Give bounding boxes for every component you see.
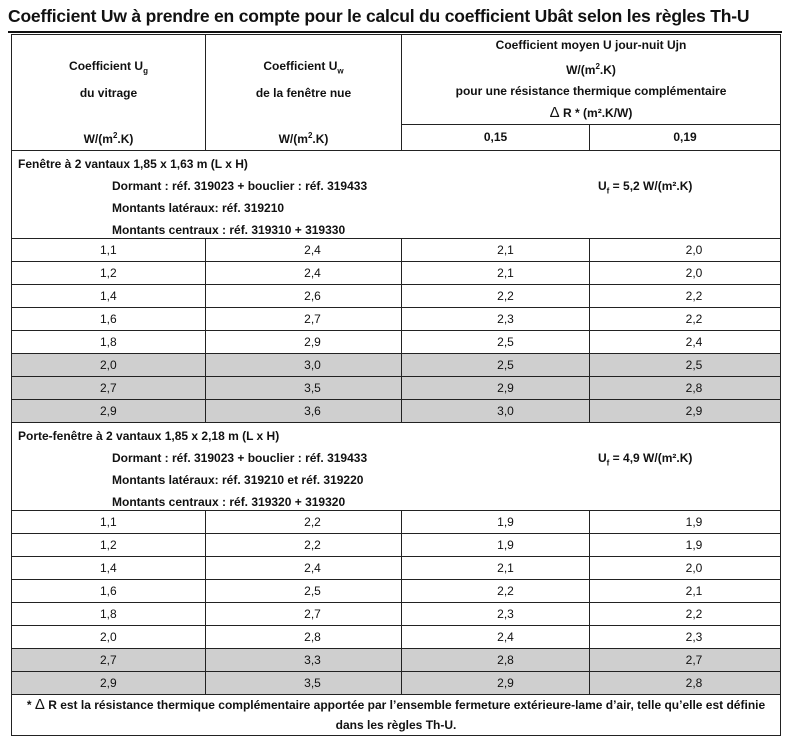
cell-ujn-019: 2,3	[590, 625, 781, 648]
table-row	[12, 399, 781, 422]
table-row	[12, 307, 781, 330]
cell-ujn-015: 2,5	[402, 330, 590, 353]
section-title: Porte-fenêtre à 2 vantaux 1,85 x 2,18 m (L x H)	[18, 428, 280, 443]
unit-ug-a: W/(m	[83, 131, 113, 146]
table-row	[12, 533, 781, 556]
cell-uw: 2,2	[206, 533, 402, 556]
section-montants-lateraux: Montants latéraux: réf. 319210	[112, 200, 285, 215]
cell-ug: 1,6	[12, 579, 206, 602]
title-underline	[8, 31, 782, 33]
cell-ujn-015: 1,9	[402, 510, 590, 533]
cell-ug: 2,7	[12, 648, 206, 671]
header-ug-desc: du vitrage	[79, 85, 138, 100]
cell-ujn-019: 1,9	[590, 510, 781, 533]
header-ujn	[402, 35, 781, 125]
cell-ujn-019: 1,9	[590, 533, 781, 556]
header-ug-sub: g	[143, 65, 148, 75]
header-uw	[206, 35, 402, 125]
cell-ujn-015: 2,2	[402, 284, 590, 307]
table-row	[12, 353, 781, 376]
cell-ujn-015: 2,1	[402, 238, 590, 261]
section-description	[12, 150, 781, 238]
dr-015: 0,15	[402, 125, 590, 151]
footnote-star: *	[26, 697, 32, 712]
cell-uw: 2,8	[206, 625, 402, 648]
cell-uw: 2,7	[206, 602, 402, 625]
section-dormant: Dormant : réf. 319023 + bouclier : réf. 319433	[112, 450, 368, 465]
footnote-text: R est la résistance thermique complémentaire apportée par l’ensemble fermeture extérieure-lame d’air, telle qu’elle est définie dans les règles Th-U.	[44, 697, 766, 732]
cell-uw: 3,5	[206, 376, 402, 399]
table-row	[12, 238, 781, 261]
uf-symbol: U	[598, 450, 607, 465]
uf-value: = 4,9 W/(m².K)	[609, 450, 693, 465]
cell-ujn-015: 2,3	[402, 307, 590, 330]
section-montants-lateraux: Montants latéraux: réf. 319210 et réf. 319220	[112, 472, 364, 487]
header-ug	[12, 35, 206, 125]
cell-uw: 3,3	[206, 648, 402, 671]
cell-uw: 3,6	[206, 399, 402, 422]
table-row	[12, 261, 781, 284]
section-header	[12, 422, 781, 510]
cell-ug: 1,4	[12, 556, 206, 579]
cell-ujn-015: 2,8	[402, 648, 590, 671]
unit-uw-a: W/(m	[278, 131, 308, 146]
cell-ug: 1,2	[12, 261, 206, 284]
header-ujn-unit-sup: 2	[595, 62, 600, 71]
cell-ujn-015: 1,9	[402, 533, 590, 556]
footnote-row	[12, 694, 781, 735]
cell-ug: 1,6	[12, 307, 206, 330]
table-row	[12, 556, 781, 579]
uf-sub: f	[606, 457, 610, 467]
cell-ug: 2,9	[12, 671, 206, 694]
header-uw-label: Coefficient U	[263, 58, 338, 73]
delta-icon: Δ	[549, 104, 560, 121]
cell-ug: 1,8	[12, 330, 206, 353]
cell-ug: 2,0	[12, 625, 206, 648]
header-ug-label: Coefficient U	[69, 58, 144, 73]
unit-uw	[206, 125, 402, 151]
table-row	[12, 330, 781, 353]
unit-ug-b: .K)	[117, 131, 134, 146]
cell-ujn-019: 2,9	[590, 399, 781, 422]
cell-ujn-019: 2,1	[590, 579, 781, 602]
cell-uw: 3,5	[206, 671, 402, 694]
cell-ujn-015: 2,5	[402, 353, 590, 376]
header-ujn-dr-label: R * (m².K/W)	[559, 106, 633, 120]
unit-uw-b: .K)	[312, 131, 329, 146]
cell-ujn-019: 2,8	[590, 671, 781, 694]
unit-uw-sup: 2	[307, 130, 313, 140]
section-uf	[598, 451, 692, 467]
header-ujn-desc: pour une résistance thermique complémentaire	[455, 84, 727, 98]
cell-ujn-019: 2,2	[590, 602, 781, 625]
table-row	[12, 625, 781, 648]
table-row	[12, 510, 781, 533]
cell-ug: 1,4	[12, 284, 206, 307]
uf-value: = 5,2 W/(m².K)	[609, 178, 693, 193]
cell-ujn-015: 3,0	[402, 399, 590, 422]
uf-symbol: U	[598, 178, 607, 193]
coefficient-table	[11, 34, 781, 736]
cell-ujn-019: 2,4	[590, 330, 781, 353]
footnote	[12, 694, 781, 735]
section-description	[12, 422, 781, 510]
cell-ujn-019: 2,8	[590, 376, 781, 399]
cell-uw: 2,4	[206, 238, 402, 261]
header-uw-sub: w	[337, 65, 344, 75]
cell-ujn-015: 2,9	[402, 376, 590, 399]
cell-ujn-019: 2,5	[590, 353, 781, 376]
cell-uw: 2,4	[206, 556, 402, 579]
cell-ujn-015: 2,2	[402, 579, 590, 602]
section-montants-centraux: Montants centraux : réf. 319310 + 319330	[112, 222, 346, 237]
cell-ug: 1,2	[12, 533, 206, 556]
cell-uw: 2,2	[206, 510, 402, 533]
table-row	[12, 602, 781, 625]
uf-sub: f	[606, 185, 610, 195]
cell-ug: 1,1	[12, 238, 206, 261]
table-row	[12, 648, 781, 671]
header-ujn-unit-b: .K)	[599, 63, 616, 77]
page-title: Coefficient Uw à prendre en compte pour le calcul du coefficient Ubât selon les règles Th-U	[8, 6, 750, 26]
table-row	[12, 284, 781, 307]
cell-uw: 2,9	[206, 330, 402, 353]
cell-ujn-015: 2,9	[402, 671, 590, 694]
table-row	[12, 671, 781, 694]
section-dormant: Dormant : réf. 319023 + bouclier : réf. 319433	[112, 178, 368, 193]
section-header	[12, 150, 781, 238]
header-ujn-title: Coefficient moyen U jour-nuit Ujn	[495, 38, 687, 52]
cell-ujn-019: 2,7	[590, 648, 781, 671]
cell-ujn-019: 2,0	[590, 238, 781, 261]
cell-uw: 2,5	[206, 579, 402, 602]
cell-ug: 2,7	[12, 376, 206, 399]
section-title: Fenêtre à 2 vantaux 1,85 x 1,63 m (L x H)	[18, 156, 248, 171]
table-row	[12, 376, 781, 399]
unit-ug	[12, 125, 206, 151]
cell-ujn-019: 2,0	[590, 261, 781, 284]
cell-ujn-019: 2,2	[590, 307, 781, 330]
header-ujn-unit-a: W/(m	[566, 63, 596, 77]
cell-uw: 2,7	[206, 307, 402, 330]
cell-ug: 1,8	[12, 602, 206, 625]
unit-ug-sup: 2	[112, 130, 118, 140]
cell-ujn-019: 2,2	[590, 284, 781, 307]
cell-ug: 2,0	[12, 353, 206, 376]
cell-ujn-019: 2,0	[590, 556, 781, 579]
cell-uw: 2,6	[206, 284, 402, 307]
cell-ujn-015: 2,1	[402, 556, 590, 579]
delta-icon: Δ	[34, 695, 45, 713]
cell-ug: 2,9	[12, 399, 206, 422]
cell-ug: 1,1	[12, 510, 206, 533]
cell-ujn-015: 2,4	[402, 625, 590, 648]
table-row	[12, 579, 781, 602]
header-ujn-unit	[402, 56, 780, 81]
cell-uw: 2,4	[206, 261, 402, 284]
dr-019: 0,19	[590, 125, 781, 151]
section-uf	[598, 179, 692, 195]
cell-ujn-015: 2,1	[402, 261, 590, 284]
cell-uw: 3,0	[206, 353, 402, 376]
header-uw-desc: de la fenêtre nue	[255, 85, 352, 100]
section-montants-centraux: Montants centraux : réf. 319320 + 319320	[112, 494, 346, 509]
cell-ujn-015: 2,3	[402, 602, 590, 625]
header-ujn-dr	[402, 102, 780, 124]
